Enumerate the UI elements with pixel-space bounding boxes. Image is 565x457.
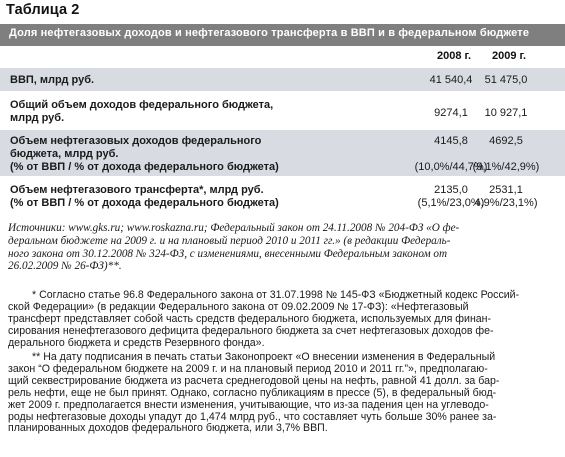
value-2008: 2135,0 (434, 184, 468, 196)
value-2009: 10 927,1 (484, 107, 528, 119)
sources-line: 26.02.2009 № 26-ФЗ)**. (8, 260, 122, 273)
value-2008: 41 540,4 (429, 74, 473, 86)
row-label-line: млрд руб. (10, 112, 65, 124)
table-row-total-revenue (0, 93, 565, 125)
footnote-line: жет 2009 г. предполагается внести изменения, учитывающие, что из-за падения цен на углеводо- (8, 398, 489, 411)
value-2008: 9274,1 (434, 107, 468, 119)
row-label-line: Объем нефтегазового трансферта*, млрд руб. (10, 184, 264, 196)
value-2008-percent: (10,0%/44,7%) (414, 161, 488, 173)
sources-line: деральном бюджете на 2009 г. и на плановый период 2010 и 2011 гг.» (в редакции Федераль- (8, 234, 451, 247)
row-label-line: Объем нефтегазовых доходов федерального (10, 135, 262, 147)
row-label: ВВП, млрд руб. (10, 74, 95, 86)
footnote-line: дерального бюджета и средств Резервного фонда». (8, 336, 265, 349)
table-row-oil-gas-revenue (0, 130, 565, 176)
value-2009: 2531,1 (489, 184, 523, 196)
sources-line: ного закона от 30.12.2008 № 324-ФЗ, с изменениями, внесенными Федеральным законом от (8, 247, 448, 260)
row-label (10, 184, 279, 210)
footnote-line: рель нефти, еще не был принят. Однако, согласно публикациям в прессе (5), в федеральный бюд- (8, 386, 497, 399)
footnote-line: сирования ненефтегазового дефицита федерального бюджета за счет нефтегазовых доходов фе- (8, 324, 494, 337)
footnote-line: щий секвестрирование бюджета из расчета среднегодовой цены на нефть, равной 41 долл. за бар- (8, 374, 500, 387)
footnote-line: ской Федерации» (в редакции Федерального закона от 09.02.2009 № 17-ФЗ): «Нефтегазовый (8, 300, 469, 313)
row-label-line: (% от ВВП / % от дохода федерального бюджета) (10, 197, 279, 209)
value-2009: 4692,5 (489, 135, 523, 147)
column-2009: 2009 г. (492, 50, 527, 62)
value-2008: 4145,8 (434, 135, 468, 147)
row-label-line: (% от ВВП / % от дохода федерального бюджета) (10, 161, 279, 173)
footnote-line: трансферт представляет собой часть средств федерального бюджета, используемых для финан- (8, 312, 492, 325)
value-2009: 51 475,0 (484, 74, 528, 86)
value-2009-percent: (9,1%/42,9%) (472, 161, 540, 173)
table-header-band (0, 24, 565, 46)
footnote-line: планированных доходов федерального бюджета, или 3,7% ВВП. (8, 422, 328, 435)
column-2008: 2008 г. (437, 50, 472, 62)
row-label (10, 135, 279, 174)
footnote-transfer (8, 290, 560, 350)
value-2008-percent: (5,1%/23,0%) (417, 197, 485, 209)
sources-note (8, 222, 560, 273)
table-row-gdp (0, 68, 565, 91)
sources-line: Источники: www.gks.ru; www.roskazna.ru; Федеральный закон от 24.11.2008 № 204-ФЗ «О фе- (8, 222, 460, 234)
footnote-line: ** На дату подписания в печать статьи Законопроект «О внесении изменения в Федеральный (32, 351, 496, 363)
footnote-line: роды нефтегазовые доходы упадут до 1,474 млрд руб., что составляет чуть больше 30% ранее за- (8, 410, 497, 423)
column-headers (0, 48, 565, 65)
table-header-text: Доля нефтегазовых доходов и нефтегазового трансферта в ВВП и в федеральном бюджете (9, 27, 530, 39)
footnote-line: * Согласно статье 96.8 Федерального закона от 31.07.1998 № 145-ФЗ «Бюджетный кодекс Россий- (32, 289, 520, 301)
table-title: Таблица 2 (6, 2, 80, 18)
row-label-line: бюджета, млрд руб. (10, 148, 119, 160)
value-2009-percent: 4,9%/23,1%) (474, 197, 538, 209)
row-label-line: Общий объем доходов федерального бюджета, (10, 99, 274, 111)
row-label (10, 99, 273, 125)
table-row-oil-gas-transfer (0, 178, 565, 216)
footnote-line: закон “О федеральном бюджете на 2009 г. и на плановый период 2010 и 2011 гг.”», предполагаю- (8, 362, 488, 375)
footnote-sequestration (8, 352, 560, 435)
